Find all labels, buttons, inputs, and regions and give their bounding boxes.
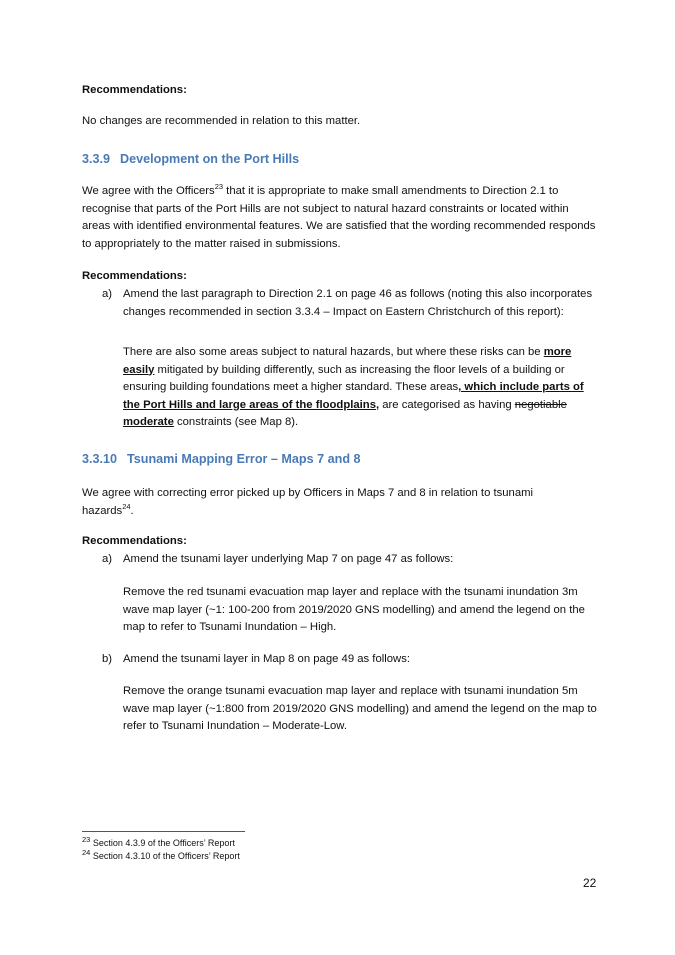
list-item-detail: Remove the orange tsunami evacuation map layer and replace with tsunami inundation 5m wave map layer (~1:800 from 2019/2020 GNS modelling) and amend the legend on the map to refer to Tsunami Inundation – Moderate-Low. — [123, 685, 597, 732]
inserted-text: , which include parts of the Port Hills and large areas of the floodplains, — [123, 381, 584, 411]
quote-text: are categorised as having — [379, 398, 515, 411]
amended-text-quote — [123, 344, 601, 432]
section-number: 3.3.9 — [82, 152, 111, 166]
footnote-ref: 23 — [214, 182, 224, 192]
section-title: Development on the Port Hills — [120, 152, 300, 166]
quote-text: There are also some areas subject to natural hazards, but where these risks can be — [123, 346, 544, 358]
section-heading-3-3-10 — [82, 452, 597, 466]
list-label: b) — [102, 653, 113, 665]
list-item-text: Amend the tsunami layer in Map 8 on page 49 as follows: — [123, 653, 410, 665]
inserted-text: moderate — [123, 416, 174, 428]
section-heading-3-3-9 — [82, 152, 597, 166]
list-label: a) — [102, 553, 113, 565]
paragraph-text: We agree with correcting error picked up by Officers in Maps 7 and 8 in relation to tsunami hazards — [82, 487, 534, 517]
list-item-text: Amend the last paragraph to Direction 2.1 on page 46 as follows (noting this also incorporates changes recommended in section 3.3.4 – Impact on Eastern Christchurch of this report): — [123, 288, 593, 318]
paragraph-end: . — [130, 504, 134, 517]
page-number: 22 — [583, 876, 597, 890]
footnote — [82, 837, 235, 849]
section-title: Tsunami Mapping Error – Maps 7 and 8 — [127, 452, 361, 466]
footnote-divider — [82, 831, 245, 832]
footnote — [82, 850, 240, 862]
section-number: 3.3.10 — [82, 452, 118, 466]
footnote-text: Section 4.3.10 of the Officers’ Report — [90, 851, 240, 861]
quote-text: mitigated by building differently, such as increasing the floor levels of a building or ensuring building foundations meet a higher standard. These areas — [123, 363, 565, 393]
section-paragraph — [82, 183, 597, 253]
list-item-detail: Remove the red tsunami evacuation map layer and replace with the tsunami inundation 3m wave map layer (~1: 100-200 from 2019/2020 GNS modelling) and amend the legend on the map to refer to Tsunami Inundation – High. — [123, 586, 585, 633]
section-paragraph — [82, 485, 562, 520]
footnote-ref: 24 — [122, 501, 131, 511]
recommendation-text: No changes are recommended in relation to this matter. — [82, 115, 361, 127]
recommendations-heading: Recommendations: — [82, 270, 187, 282]
paragraph-text: We agree with the Officers — [82, 185, 215, 197]
paragraph-text-cont: that it is appropriate to make small amendments to Direction 2.1 to recognise that parts of the Port Hills are not subject to natural hazard constraints or located within areas with identified environmental features. We are satisfied that the wording recommended responds to appropriately to the matter raised in submissions. — [82, 185, 596, 250]
list-label: a) — [102, 288, 113, 300]
list-item-text: Amend the tsunami layer underlying Map 7 on page 47 as follows: — [123, 553, 454, 565]
footnote-number: 23 — [82, 835, 91, 844]
recommendations-heading: Recommendations: — [82, 535, 187, 547]
footnote-text: Section 4.3.9 of the Officers’ Report — [90, 838, 235, 848]
footnote-number: 24 — [82, 848, 91, 857]
recommendations-heading: Recommendations: — [82, 84, 187, 96]
quote-text: constraints (see Map 8). — [173, 416, 299, 428]
deleted-text: negotiable — [514, 398, 567, 411]
inserted-text: more easily — [123, 346, 572, 376]
